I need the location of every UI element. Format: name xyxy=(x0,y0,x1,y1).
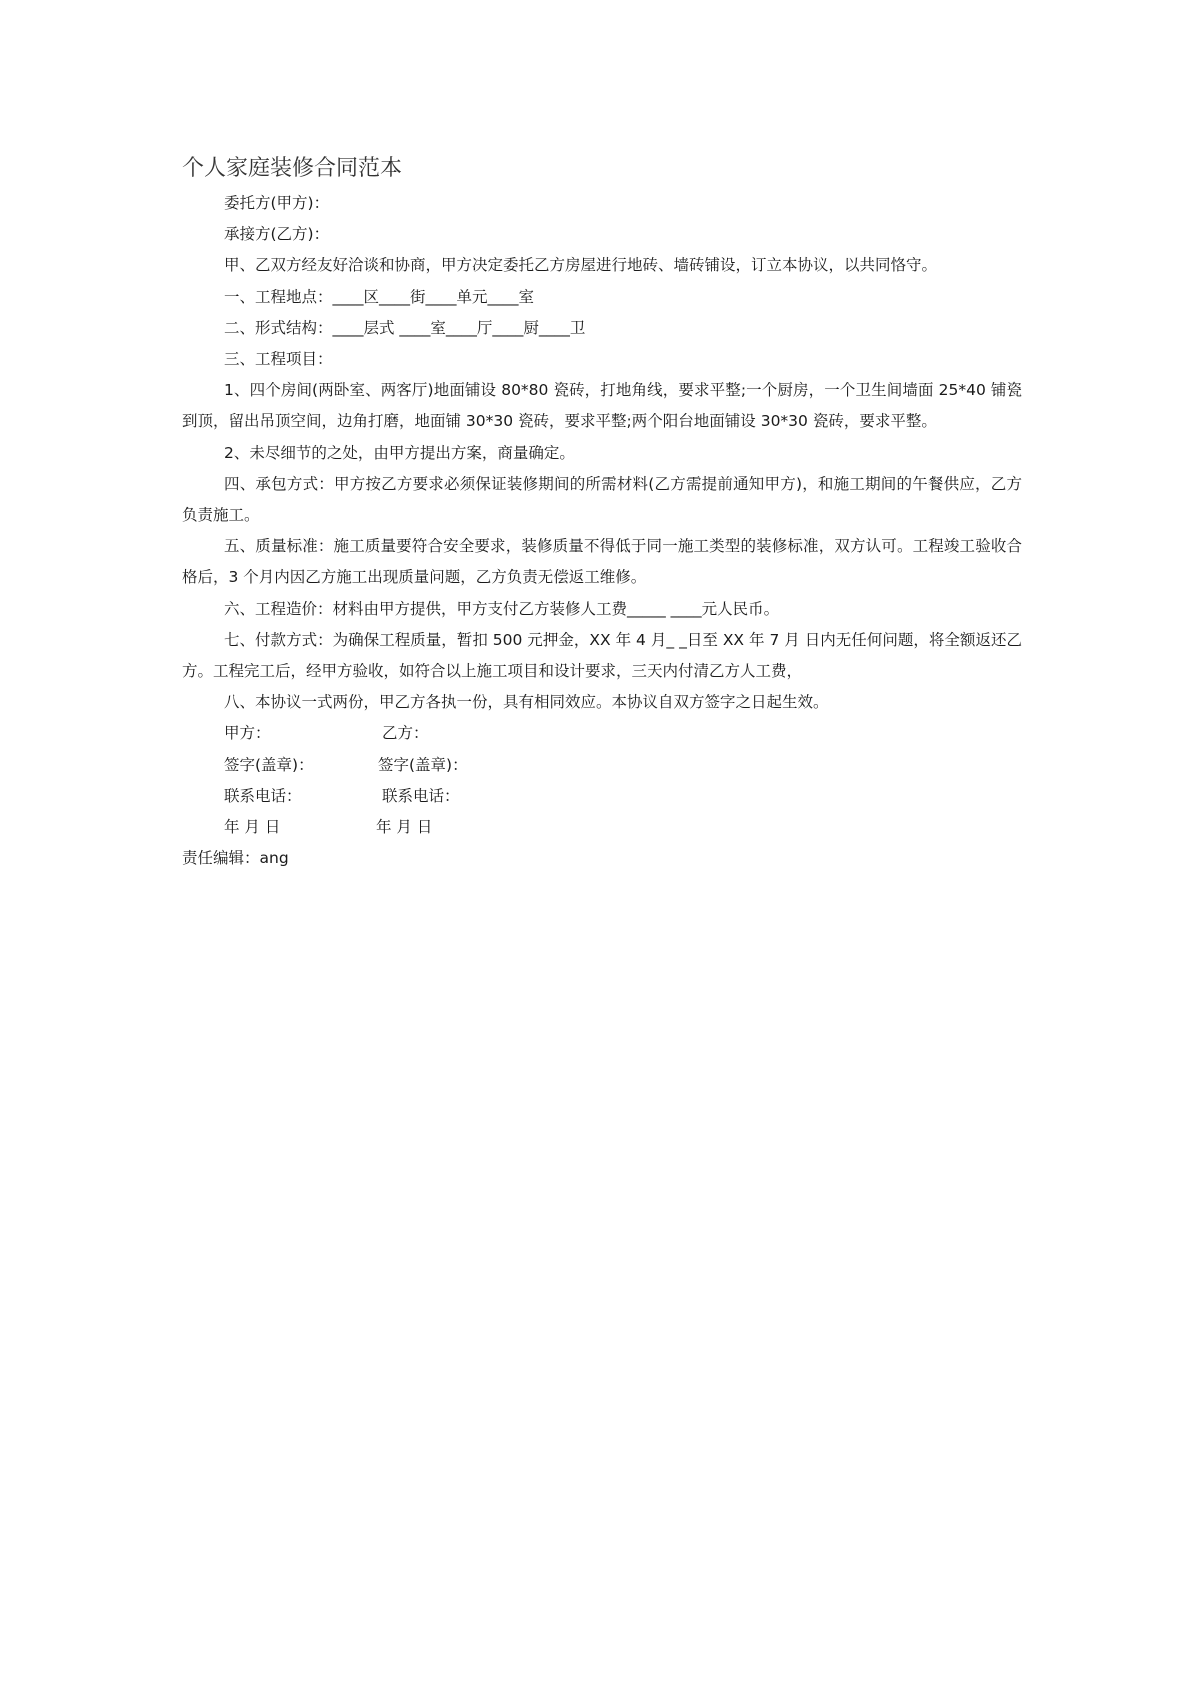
paragraph-quality-standard: 五、质量标准：施工质量要符合安全要求，装修质量不得低于同一施工类型的装修标准，双方认可。工程竣工验收合格后，3 个月内因乙方施工出现质量问题，乙方负责无偿返工维修。 xyxy=(182,537,1022,587)
paragraph-structure: 二、形式结构：____层式 ____室____厅____厨____卫 xyxy=(224,318,586,337)
signature-row-phone xyxy=(182,781,1022,812)
paragraph-project-item-2: 2、未尽细节的之处，由甲方提出方案，商量确定。 xyxy=(224,443,575,462)
paragraph-contractor: 承接方(乙方)： xyxy=(224,225,330,244)
paragraph-cost: 六、工程造价：材料由甲方提供，甲方支付乙方装修人工费_____ ____元人民币。 xyxy=(224,599,780,618)
paragraph-client: 委托方(甲方)： xyxy=(224,194,330,212)
paragraph-location: 一、工程地点：____区____街____单元____室 xyxy=(224,287,535,306)
date-a: 年 月 日 xyxy=(224,818,281,837)
paragraph-contract-method: 四、承包方式：甲方按乙方要求必须保证装修期间的所需材料(乙方需提前通知甲方)，和施工期间的午餐供应，乙方负责施工。 xyxy=(182,474,1022,525)
phone-a: 联系电话： xyxy=(224,786,302,805)
party-b-label: 乙方： xyxy=(382,724,429,743)
party-a-label: 甲方： xyxy=(224,724,271,743)
document-body xyxy=(182,154,1022,874)
signature-row-date xyxy=(182,812,1022,843)
sign-seal-b: 签字(盖章)： xyxy=(378,755,468,774)
editor-credit: 责任编辑：ang xyxy=(182,849,289,868)
paragraph-payment: 七、付款方式：为确保工程质量，暂扣 500 元押金，XX 年 4 月_ _日至 XX 年 7 月 日内无任何问题，将全额返还乙方。工程完工后，经甲方验收，如符合以上施工项目和设计要求，三天内付清乙方人工费， xyxy=(182,630,1022,681)
paragraph-project-item-1: 1、四个房间(两卧室、两客厅)地面铺设 80*80 瓷砖，打地角线，要求平整;一个厨房，一个卫生间墙面 25*40 铺瓷到顶，留出吊顶空间，边角打磨，地面铺 30*30 瓷砖，要求平整;两个阳台地面铺设 30*30 瓷砖，要求平整。 xyxy=(182,381,1022,431)
sign-seal-a: 签字(盖章)： xyxy=(224,755,314,774)
document-title: 个人家庭装修合同范本 xyxy=(182,156,403,181)
paragraph-copies: 八、本协议一式两份，甲乙方各执一份，具有相同效应。本协议自双方签字之日起生效。 xyxy=(224,693,829,712)
paragraph-intro: 甲、乙双方经友好洽谈和协商，甲方决定委托乙方房屋进行地砖、墙砖铺设，订立本协议，以共同恪守。 xyxy=(224,256,938,275)
phone-b: 联系电话： xyxy=(382,786,460,805)
signature-row-seal xyxy=(182,750,1022,781)
signature-row-party xyxy=(182,718,1022,749)
date-b: 年 月 日 xyxy=(376,818,433,837)
paragraph-project-heading: 三、工程项目： xyxy=(224,350,333,369)
